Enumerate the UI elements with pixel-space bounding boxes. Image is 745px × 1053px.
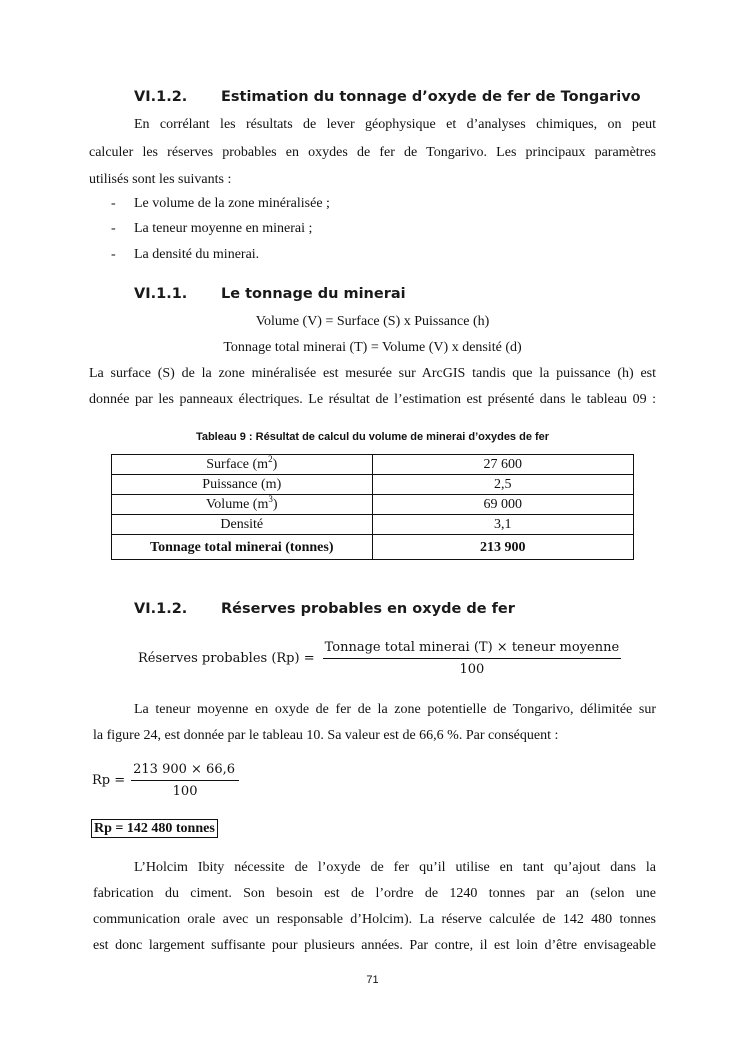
reserve-equation — [138, 640, 621, 677]
section-number: VI.1.1. — [134, 286, 188, 302]
section-title: Estimation du tonnage d’oxyde de fer de Tongarivo — [221, 89, 641, 105]
equation-fraction — [323, 640, 622, 677]
paragraph-line: la figure 24, est donnée par le tableau 10. Sa valeur est de 66,6 %. Par conséquent : — [93, 728, 559, 743]
result-value: Rp = 142 480 tonnes — [91, 819, 218, 838]
bullet-marker: - — [111, 221, 116, 236]
table-cell-label: Densité — [112, 515, 373, 535]
paragraph-line: donnée par les panneaux électriques. Le résultat de l’estimation est présenté dans le tableau 09 : — [89, 392, 656, 407]
section-title: Réserves probables en oxyde de fer — [221, 601, 515, 617]
section-title: Le tonnage du minerai — [221, 286, 406, 302]
equation-lhs: Réserves probables (Rp) = — [138, 651, 315, 666]
list-item: La teneur moyenne en minerai ; — [134, 221, 313, 236]
table-row-total — [112, 535, 634, 560]
bullet-marker: - — [111, 196, 116, 211]
rp-fraction — [131, 762, 239, 799]
table-cell-total-value: 213 900 — [372, 535, 633, 560]
paragraph-line: fabrication du ciment. Son besoin est de l’ordre de 1240 tonnes par an (selon une — [93, 886, 656, 901]
section-number: VI.1.2. — [134, 89, 188, 105]
paragraph-line: est donc largement suffisante pour plusieurs années. Par contre, il est loin d’être envisageable — [93, 938, 656, 953]
paragraph-line: calculer les réserves probables en oxydes de fer de Tongarivo. Les principaux paramètres — [89, 145, 656, 160]
formula-volume: Volume (V) = Surface (S) x Puissance (h) — [255, 314, 490, 329]
rp-equation — [92, 762, 239, 799]
table-row — [112, 455, 634, 475]
result-box — [91, 821, 218, 837]
paragraph-line: En corrélant les résultats de lever géophysique et d’analyses chimiques, on peut — [134, 117, 656, 132]
table-cell-total-label: Tonnage total minerai (tonnes) — [112, 535, 373, 560]
table-cell-value: 3,1 — [372, 515, 633, 535]
page-number: 71 — [366, 974, 379, 986]
table-cell-value: 27 600 — [372, 455, 633, 475]
rp-denominator: 100 — [172, 784, 198, 799]
table-cell-label: Volume $(m^3)$ — [112, 495, 373, 515]
table-row — [112, 475, 634, 495]
paragraph-line: utilisés sont les suivants : — [89, 172, 232, 187]
section-number: VI.1.2. — [134, 601, 188, 617]
rp-numerator: 213 900 × 66,6 — [131, 762, 239, 781]
paragraph-line: La surface (S) de la zone minéralisée est mesurée sur ArcGIS tandis que la puissance (h) est — [89, 366, 656, 381]
formula-tonnage: Tonnage total minerai (T) = Volume (V) x densité (d) — [223, 340, 522, 355]
paragraph-line: La teneur moyenne en oxyde de fer de la zone potentielle de Tongarivo, délimitée sur — [134, 702, 656, 717]
table-caption: Tableau 9 : Résultat de calcul du volume de minerai d’oxydes de fer — [195, 431, 550, 443]
list-item: La densité du minerai. — [134, 247, 260, 262]
bullet-marker: - — [111, 247, 116, 262]
equation-denominator: 100 — [459, 662, 485, 677]
results-table — [111, 454, 634, 560]
table-row — [112, 515, 634, 535]
paragraph-line: L’Holcim Ibity nécessite de l’oxyde de fer qu’il utilise en tant qu’ajout dans la — [134, 860, 656, 875]
rp-lhs: Rp = — [92, 773, 126, 788]
paragraph-line: communication orale avec un responsable d’Holcim). La réserve calculée de 142 480 tonnes — [93, 912, 656, 927]
table-cell-value: 69 000 — [372, 495, 633, 515]
table-cell-label: Surface $(m^2)$ — [112, 455, 373, 475]
equation-numerator: Tonnage total minerai (T) × teneur moyenne — [323, 640, 622, 659]
table-row — [112, 495, 634, 515]
table-cell-value: 2,5 — [372, 475, 633, 495]
table-cell-label: Puissance (m) — [112, 475, 373, 495]
list-item: Le volume de la zone minéralisée ; — [134, 196, 330, 211]
